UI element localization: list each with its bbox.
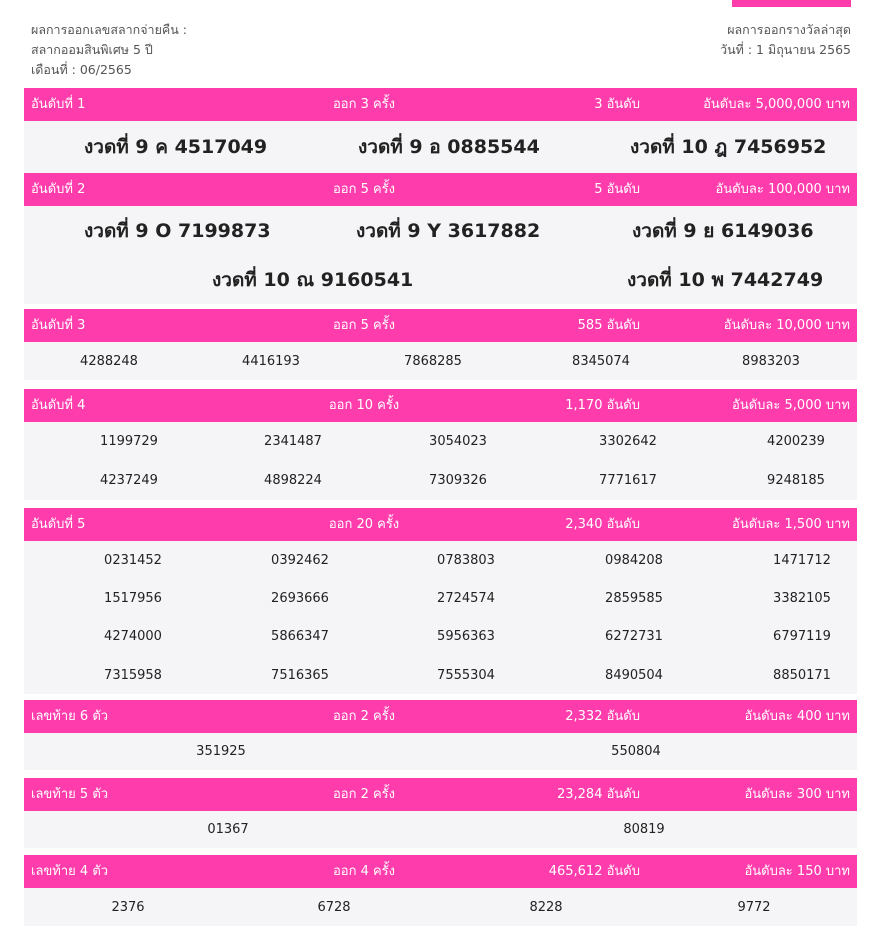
winning-number: งวดที่ 9 O 7199873 — [84, 220, 271, 242]
prize-numbers — [24, 733, 857, 770]
prize-section-3 — [24, 309, 857, 380]
winning-number: งวดที่ 10 พ 7442749 — [627, 269, 824, 291]
prize-draws: ออก 2 ครั้ง — [332, 709, 396, 724]
winning-number: 2341487 — [264, 434, 322, 449]
prize-name: เลขท้าย 5 ตัว — [31, 787, 109, 802]
number-row — [24, 422, 857, 461]
winning-number: 8345074 — [572, 353, 630, 369]
header-right — [720, 20, 851, 60]
prize-section-4 — [24, 389, 857, 500]
number-row — [24, 121, 857, 173]
winning-number: 7516365 — [271, 667, 329, 683]
prize-section-2 — [24, 173, 857, 304]
winning-number: 7771617 — [599, 473, 657, 488]
prize-draws: ออก 5 ครั้ง — [332, 182, 396, 197]
prize-name: อันดับที่ 4 — [31, 398, 86, 413]
winning-number: 4274000 — [104, 629, 162, 644]
winning-number: 01367 — [207, 822, 249, 837]
prize-section-last5 — [24, 778, 857, 848]
header-title: ผลการออกเลขสลากจ่ายคืน : — [31, 22, 187, 37]
prize-count: 585 อันดับ — [577, 318, 640, 333]
number-row — [24, 461, 857, 500]
number-row — [24, 811, 857, 848]
prize-amount: อันดับละ 10,000 บาท — [723, 318, 850, 333]
prize-bar — [24, 778, 857, 811]
winning-number: 3302642 — [599, 434, 657, 449]
winning-number: 8490504 — [605, 667, 663, 683]
winning-number: งวดที่ 9 ย 6149036 — [632, 220, 814, 242]
winning-number: 2859585 — [605, 590, 663, 606]
winning-number: 7309326 — [429, 473, 487, 488]
number-row — [24, 888, 857, 926]
prize-name: เลขท้าย 6 ตัว — [31, 709, 109, 724]
prize-section-1 — [24, 88, 857, 173]
prize-name: เลขท้าย 4 ตัว — [31, 864, 109, 879]
winning-number: งวดที่ 9 Y 3617882 — [356, 220, 541, 242]
number-row — [24, 656, 857, 694]
prize-amount: อันดับละ 150 บาท — [744, 864, 850, 879]
prize-name: อันดับที่ 3 — [31, 318, 86, 333]
winning-number: 3054023 — [429, 434, 487, 449]
prize-bar — [24, 855, 857, 888]
winning-number: 2724574 — [437, 590, 495, 606]
winning-number: 8850171 — [773, 667, 831, 683]
top-accent-bar — [732, 0, 851, 7]
winning-number: 7555304 — [437, 667, 495, 683]
prize-count: 465,612 อันดับ — [548, 864, 640, 879]
number-row — [24, 617, 857, 656]
winning-number: 0231452 — [104, 552, 162, 568]
prize-bar — [24, 88, 857, 121]
winning-number: 9772 — [737, 899, 771, 915]
prize-amount: อันดับละ 300 บาท — [744, 787, 850, 802]
prize-count: 2,340 อันดับ — [565, 517, 640, 532]
winning-number: งวดที่ 10 ณ 9160541 — [212, 269, 414, 291]
prize-section-last4 — [24, 855, 857, 926]
winning-number: 9248185 — [767, 473, 825, 488]
winning-number: 550804 — [611, 744, 661, 759]
winning-number: 5956363 — [437, 629, 495, 644]
prize-numbers — [24, 541, 857, 694]
header-left — [31, 20, 187, 80]
winning-number: 1199729 — [100, 434, 158, 449]
winning-number: 6272731 — [605, 629, 663, 644]
winning-number: 351925 — [196, 744, 246, 759]
winning-number: 3382105 — [773, 590, 831, 606]
prize-count: 1,170 อันดับ — [565, 398, 640, 413]
winning-number: 1471712 — [773, 552, 831, 568]
prize-amount: อันดับละ 1,500 บาท — [732, 517, 850, 532]
winning-number: 0783803 — [437, 552, 495, 568]
number-row — [24, 579, 857, 617]
prize-count: 5 อันดับ — [594, 182, 640, 197]
winning-number: งวดที่ 9 อ 0885544 — [358, 136, 540, 158]
winning-number: 6728 — [317, 899, 351, 915]
prize-bar — [24, 508, 857, 541]
prize-bar — [24, 700, 857, 733]
prize-numbers — [24, 342, 857, 380]
latest-result-title: ผลการออกรางวัลล่าสุด — [727, 22, 851, 37]
prize-amount: อันดับละ 5,000,000 บาท — [703, 97, 850, 112]
winning-number: 0392462 — [271, 552, 329, 568]
page-header — [31, 20, 851, 80]
winning-number: 4416193 — [242, 353, 300, 369]
winning-number: 4200239 — [767, 434, 825, 449]
number-row — [24, 733, 857, 770]
prize-draws: ออก 5 ครั้ง — [332, 318, 396, 333]
winning-number: 7868285 — [404, 353, 462, 369]
winning-number: งวดที่ 10 ฎ 7456952 — [630, 136, 827, 158]
prize-draws: ออก 2 ครั้ง — [332, 787, 396, 802]
prize-amount: อันดับละ 400 บาท — [744, 709, 850, 724]
prize-name: อันดับที่ 5 — [31, 517, 86, 532]
winning-number: 5866347 — [271, 629, 329, 644]
winning-number: 80819 — [623, 822, 665, 837]
prize-numbers — [24, 422, 857, 500]
winning-number: 7315958 — [104, 667, 162, 683]
prize-bar — [24, 389, 857, 422]
winning-number: 4237249 — [100, 473, 158, 488]
winning-number: 8228 — [529, 899, 563, 915]
prize-draws: ออก 10 ครั้ง — [328, 398, 400, 413]
prize-draws: ออก 4 ครั้ง — [332, 864, 396, 879]
prize-name: อันดับที่ 1 — [31, 97, 86, 112]
winning-number: 2693666 — [271, 590, 329, 606]
prize-count: 23,284 อันดับ — [556, 787, 640, 802]
prize-numbers — [24, 121, 857, 173]
prize-section-last6 — [24, 700, 857, 770]
prize-numbers — [24, 888, 857, 926]
prize-amount: อันดับละ 100,000 บาท — [715, 182, 850, 197]
winning-number: 1517956 — [104, 590, 162, 606]
number-row — [24, 342, 857, 380]
number-row — [24, 206, 857, 256]
winning-number: 4898224 — [264, 473, 322, 488]
prize-draws: ออก 3 ครั้ง — [332, 97, 396, 112]
header-product: สลากออมสินพิเศษ 5 ปี — [31, 42, 153, 57]
prize-section-5 — [24, 508, 857, 694]
prize-numbers — [24, 206, 857, 304]
prize-name: อันดับที่ 2 — [31, 182, 86, 197]
winning-number: 0984208 — [605, 552, 663, 568]
header-month: เดือนที่ : 06/2565 — [31, 62, 132, 77]
prize-draws: ออก 20 ครั้ง — [328, 517, 400, 532]
winning-number: งวดที่ 9 ค 4517049 — [84, 136, 268, 158]
winning-number: 8983203 — [742, 353, 800, 369]
prize-amount: อันดับละ 5,000 บาท — [732, 398, 850, 413]
prize-numbers — [24, 811, 857, 848]
prize-bar — [24, 309, 857, 342]
prize-count: 3 อันดับ — [594, 97, 640, 112]
number-row — [24, 256, 857, 304]
prize-count: 2,332 อันดับ — [565, 709, 640, 724]
prize-bar — [24, 173, 857, 206]
latest-result-date: วันที่ : 1 มิถุนายน 2565 — [720, 42, 851, 57]
winning-number: 6797119 — [773, 629, 831, 644]
number-row — [24, 541, 857, 579]
winning-number: 2376 — [111, 899, 145, 915]
winning-number: 4288248 — [80, 353, 138, 369]
